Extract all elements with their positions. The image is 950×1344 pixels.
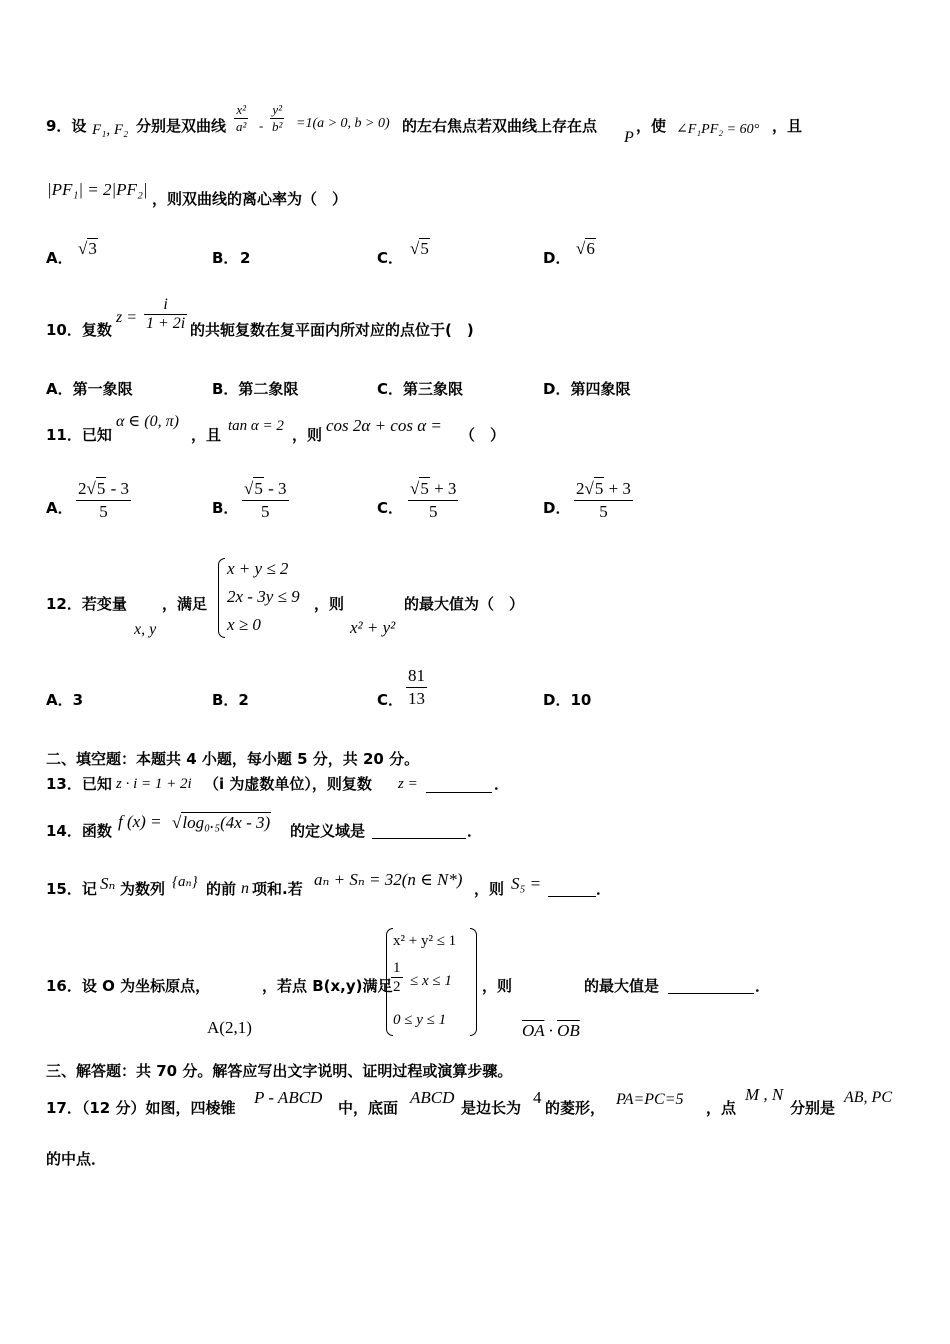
q16-constraint-2-fraction: $\frac{1}{2}$ bbox=[393, 960, 401, 995]
q15-text-3: 项和.若 bbox=[252, 880, 303, 898]
q17-pyramid: P - ABCD bbox=[254, 1088, 323, 1107]
q14-text-1: 的定义域是 bbox=[290, 822, 366, 840]
q15-text-1: 为数列 bbox=[120, 880, 166, 898]
q15-sn: Sₙ bbox=[100, 874, 116, 893]
q13-equation: z · i = 1 + 2i bbox=[116, 776, 192, 792]
q17-text-5: 分别是 bbox=[790, 1099, 836, 1117]
q17-points: M , N bbox=[745, 1085, 784, 1104]
q12-number: 12．若变量 bbox=[46, 595, 127, 613]
q14-answer-blank[interactable] bbox=[372, 824, 466, 839]
q10-fraction: $\frac{i}{1 + 2i}$ bbox=[146, 296, 186, 332]
q11-text-2: ，则 bbox=[292, 426, 323, 444]
q12-text-1: ，满足 bbox=[162, 595, 208, 613]
q14-number: 14．函数 bbox=[46, 822, 112, 840]
q9-angle: ∠F₁PF₂ = 60° bbox=[676, 122, 760, 137]
section-2-heading: 二、填空题：本题共 4 小题，每小题 5 分，共 20 分。 bbox=[46, 750, 420, 768]
q12-system-brace bbox=[218, 558, 225, 638]
q13-text-2: ． bbox=[494, 775, 510, 793]
q16-text-3: 的最大值是 bbox=[584, 977, 660, 995]
q16-answer-blank[interactable] bbox=[668, 979, 754, 994]
q15-text-2: 的前 bbox=[206, 880, 237, 898]
q12-option-a: A．3 bbox=[46, 691, 84, 709]
q9-option-d-label: D． bbox=[543, 249, 571, 267]
q9-hyperbola-eq: =1(a > 0, b > 0) bbox=[296, 116, 390, 131]
q9-option-a-label: A． bbox=[46, 249, 73, 267]
q11-option-d: $\frac{2√5 + 3}{5}$ bbox=[576, 479, 631, 521]
q11-option-a: $\frac{2√5 - 3}{5}$ bbox=[78, 479, 130, 521]
q17-lengths: PA=PC=5 bbox=[616, 1091, 684, 1108]
q10-option-a: A．第一象限 bbox=[46, 380, 133, 398]
q9-frac-y: $\frac{\text{y²}}{\text{b²}}$ bbox=[272, 102, 283, 134]
q11-option-a-label: A． bbox=[46, 499, 73, 517]
q9-frac-x: $\frac{\text{x²}}{\text{a²}}$ bbox=[236, 102, 247, 134]
q15-answer-blank[interactable] bbox=[548, 882, 596, 897]
q11-text-1: ，且 bbox=[191, 426, 222, 444]
q10-option-d: D．第四象限 bbox=[543, 380, 631, 398]
q16-number: 16．设 O 为坐标原点， bbox=[46, 977, 211, 995]
q15-text-5: ． bbox=[596, 880, 612, 898]
q11-number: 11．已知 bbox=[46, 426, 112, 444]
q9-foci: F₁, F₂ bbox=[92, 122, 129, 138]
q15-s5: S₅ = bbox=[511, 874, 542, 893]
q16-text-4: ． bbox=[755, 977, 771, 995]
q9-text-3: ，使 bbox=[636, 117, 667, 135]
q10-option-b: B．第二象限 bbox=[212, 380, 299, 398]
q13-number: 13．已知 bbox=[46, 775, 112, 793]
q11-option-b: $\frac{√5 - 3}{5}$ bbox=[244, 479, 287, 521]
q15-equation: aₙ + Sₙ = 32(n ∈ N*) bbox=[314, 870, 463, 889]
q14-radical: √log₀.₅(4x - 3) bbox=[172, 813, 271, 832]
q11-option-b-label: B． bbox=[212, 499, 239, 517]
q9-text-2: 的左右焦点若双曲线上存在点 bbox=[402, 117, 598, 135]
q12-constraint-3: x ≥ 0 bbox=[227, 615, 261, 634]
q15-number: 15．记 bbox=[46, 880, 97, 898]
q12-text-3: 的最大值为（ ） bbox=[404, 595, 525, 613]
q11-option-c-label: C． bbox=[377, 499, 404, 517]
q12-constraint-1: x + y ≤ 2 bbox=[227, 559, 289, 578]
q15-an: {aₙ} bbox=[172, 874, 198, 890]
q17-text-4: ，点 bbox=[706, 1099, 737, 1117]
section-3-heading: 三、解答题：共 70 分。解答应写出文字说明、证明过程或演算步骤。 bbox=[46, 1062, 513, 1080]
q11-tan: tan α = 2 bbox=[228, 418, 284, 434]
q13-text-1: （i 为虚数单位），则复数 bbox=[204, 775, 372, 793]
q17-side-length: 4 bbox=[533, 1088, 542, 1107]
q13-z: z = bbox=[398, 776, 418, 792]
q13-answer-blank[interactable] bbox=[426, 778, 492, 793]
q10-text-1: 的共轭复数在复平面内所对应的点位于( ) bbox=[190, 321, 474, 339]
q17-base: ABCD bbox=[410, 1088, 455, 1107]
q16-target: $\overline{OA} \cdot \overline{OB}$ bbox=[522, 1021, 580, 1040]
q9-text-4: ，且 bbox=[772, 117, 803, 135]
q10-z: z = bbox=[116, 309, 138, 326]
q11-text-3: （ ） bbox=[460, 426, 506, 444]
q16-system-right-brace bbox=[470, 928, 477, 1036]
q16-constraint-1: x² + y² ≤ 1 bbox=[393, 933, 457, 949]
q9-option-c-label: C． bbox=[377, 249, 404, 267]
q12-text-2: ，则 bbox=[314, 595, 345, 613]
q11-alpha: α ∈ (0, π) bbox=[116, 413, 179, 430]
q16-text-2: ，则 bbox=[482, 977, 513, 995]
q11-option-c: $\frac{√5 + 3}{5}$ bbox=[410, 479, 457, 521]
q12-option-d: D．10 bbox=[543, 691, 592, 709]
q16-point-a: A(2,1) bbox=[207, 1018, 252, 1037]
q16-constraint-3: 0 ≤ y ≤ 1 bbox=[393, 1012, 447, 1028]
q15-n: n bbox=[241, 880, 249, 897]
q16-constraint-2: ≤ x ≤ 1 bbox=[410, 973, 452, 989]
q9-point: P bbox=[624, 129, 634, 146]
q17-text-3: 的菱形， bbox=[545, 1099, 606, 1117]
q10-number: 10．复数 bbox=[46, 321, 112, 339]
q14-function: f (x) = bbox=[118, 812, 162, 831]
q17-number: 17．（12 分）如图，四棱锥 bbox=[46, 1099, 236, 1117]
q17-segments: AB, PC bbox=[844, 1089, 892, 1106]
q9-option-c: √5 bbox=[410, 239, 429, 258]
q9-text-5: ，则双曲线的离心率为（ ） bbox=[152, 190, 348, 208]
q9-option-a: √3 bbox=[78, 239, 97, 258]
q9-option-b: 2 bbox=[240, 249, 251, 267]
q12-target: x² + y² bbox=[350, 618, 396, 637]
q12-vars: x, y bbox=[134, 621, 157, 638]
q9-text-1: 分别是双曲线 bbox=[136, 117, 227, 135]
q11-expression: cos 2α + cos α = bbox=[326, 416, 442, 435]
q12-constraint-2: 2x - 3y ≤ 9 bbox=[227, 587, 300, 606]
q10-option-c: C．第三象限 bbox=[377, 380, 464, 398]
q9-number: 9．设 bbox=[46, 117, 87, 135]
q15-text-4: ，则 bbox=[474, 880, 505, 898]
q9-option-d: √6 bbox=[576, 239, 595, 258]
q14-text-2: ． bbox=[467, 822, 483, 840]
q17-text-2: 是边长为 bbox=[461, 1099, 522, 1117]
q11-option-d-label: D． bbox=[543, 499, 571, 517]
q12-option-c: $\frac{81}{13}$ bbox=[408, 666, 425, 708]
q12-option-b: B．2 bbox=[212, 691, 249, 709]
q9-option-b-label: B． bbox=[212, 249, 239, 267]
q17-text-1: 中，底面 bbox=[338, 1099, 399, 1117]
q17-text-6: 的中点． bbox=[46, 1150, 107, 1168]
q9-condition: |PF₁| = 2|PF₂| bbox=[47, 180, 148, 199]
q16-text-1: ，若点 B(x,y)满足 bbox=[262, 977, 393, 995]
q12-option-c-label: C． bbox=[377, 691, 404, 709]
